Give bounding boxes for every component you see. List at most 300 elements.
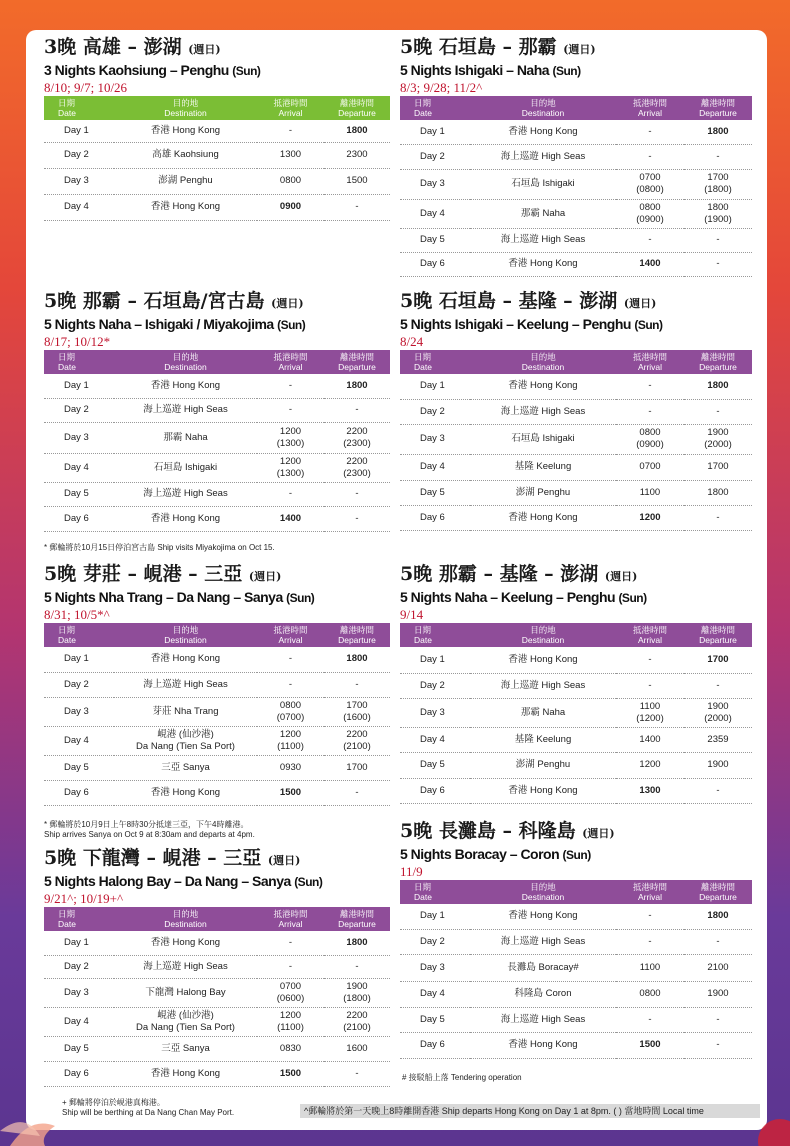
table-row	[44, 726, 390, 755]
date-col-header: 日期 Date	[44, 96, 114, 120]
day-cell: Day 3	[400, 424, 470, 454]
day-cell: Day 2	[400, 399, 470, 424]
arrival-cell: -	[616, 647, 684, 673]
itinerary-title-cn	[400, 563, 752, 588]
destination-cell: 海上巡遊 High Seas	[470, 399, 616, 424]
itinerary-title-cn	[400, 820, 752, 845]
table-row	[44, 955, 390, 978]
table-row	[400, 752, 752, 778]
destination-cell: 下龍灣 Halong Bay	[114, 978, 257, 1007]
departure-cell: 1900 (2000)	[684, 698, 752, 727]
departure-col-header: 離港時間 Departure	[324, 907, 390, 931]
destination-cell: 芽莊 Nha Trang	[114, 697, 257, 726]
arrival-cell: -	[616, 120, 684, 144]
departure-col-header: 離港時間 Departure	[324, 96, 390, 120]
destination-cell: 長灘島 Boracay#	[470, 954, 616, 981]
arrival-cell: 0700	[616, 454, 684, 480]
departure-cell: 1800	[324, 120, 390, 142]
arrival-cell: 1300	[616, 778, 684, 803]
table-row	[400, 904, 752, 929]
itinerary-4	[400, 290, 752, 531]
destination-cell: 香港 Hong Kong	[114, 506, 257, 531]
departure-cell: 1700	[324, 755, 390, 780]
arrival-cell: 1100	[616, 480, 684, 505]
sun-en-label: (Sun)	[294, 875, 323, 889]
sun-cn-label: (週日)	[267, 854, 301, 867]
departure-cell: 1700	[684, 454, 752, 480]
itinerary-title-en	[400, 845, 752, 864]
arrival-cell: 1400	[257, 506, 324, 531]
arrival-cell: 0700 (0600)	[257, 978, 324, 1007]
arrival-cell: -	[257, 955, 324, 978]
table-row	[44, 1061, 390, 1086]
destination-cell: 香港 Hong Kong	[470, 252, 616, 276]
title-en-text: 5 Nights Naha – Ishigaki / Miyakojima	[44, 316, 274, 332]
destination-cell: 三亞 Sanya	[114, 755, 257, 780]
departure-cell: -	[684, 1032, 752, 1058]
sun-en-label: (Sun)	[618, 591, 647, 605]
destination-cell: 石垣島 Ishigaki	[470, 424, 616, 454]
itinerary-footnote: # 接駁船上落 Tendering operation	[402, 1073, 522, 1082]
day-cell: Day 6	[400, 1032, 470, 1058]
day-cell: Day 1	[44, 374, 114, 398]
sun-en-label: (Sun)	[277, 318, 306, 332]
destination-cell: 香港 Hong Kong	[470, 374, 616, 399]
itinerary-table	[44, 907, 390, 1087]
day-cell: Day 3	[400, 954, 470, 981]
itinerary-table	[400, 880, 752, 1059]
destination-cell: 石垣島 Ishigaki	[470, 169, 616, 199]
departure-cell: -	[324, 482, 390, 506]
departure-cell: 1600	[324, 1036, 390, 1061]
destination-cell: 香港 Hong Kong	[470, 904, 616, 929]
day-cell: Day 2	[44, 142, 114, 168]
date-col-header: 日期 Date	[44, 350, 114, 374]
itinerary-title-en	[44, 315, 390, 334]
destination-col-header: 目的地 Destination	[114, 623, 257, 647]
table-row	[44, 931, 390, 955]
arrival-col-header: 抵港時間 Arrival	[257, 350, 324, 374]
itinerary-6	[400, 563, 752, 804]
destination-cell: 科隆島 Coron	[470, 981, 616, 1007]
departure-cell: 1700 (1600)	[324, 697, 390, 726]
itinerary-1	[44, 36, 390, 221]
table-row	[400, 120, 752, 144]
sun-en-label: (Sun)	[562, 848, 591, 862]
title-cn-text: 5晚 下龍灣 – 峴港 – 三亞	[44, 847, 262, 869]
departure-cell: 1900 (1800)	[324, 978, 390, 1007]
destination-cell: 澎湖 Penghu	[114, 168, 257, 194]
departure-cell: 1800 (1900)	[684, 199, 752, 228]
day-cell: Day 5	[44, 482, 114, 506]
departure-cell: -	[684, 929, 752, 954]
departure-cell: -	[684, 399, 752, 424]
title-cn-text: 3晚 高雄 – 澎湖	[44, 36, 182, 58]
departure-cell: 2200 (2300)	[324, 453, 390, 482]
departure-cell: 1900 (2000)	[684, 424, 752, 454]
arrival-cell: -	[616, 1007, 684, 1032]
departure-cell: -	[324, 672, 390, 697]
table-row	[44, 697, 390, 726]
departure-cell: 1900	[684, 752, 752, 778]
table-row	[44, 978, 390, 1007]
destination-col-header: 目的地 Destination	[114, 350, 257, 374]
destination-cell: 海上巡遊 High Seas	[114, 482, 257, 506]
departure-cell: -	[684, 228, 752, 252]
table-row	[44, 780, 390, 805]
arrival-cell: -	[257, 672, 324, 697]
destination-cell: 三亞 Sanya	[114, 1036, 257, 1061]
destination-cell: 香港 Hong Kong	[470, 505, 616, 530]
departure-col-header: 離港時間 Departure	[684, 623, 752, 647]
table-row	[44, 398, 390, 422]
day-cell: Day 2	[44, 672, 114, 697]
title-cn-text: 5晚 那霸 – 石垣島/宮古島	[44, 290, 265, 312]
date-col-header: 日期 Date	[400, 623, 470, 647]
departure-cell: -	[684, 778, 752, 803]
day-cell: Day 2	[400, 673, 470, 698]
table-row	[44, 374, 390, 398]
day-cell: Day 6	[400, 505, 470, 530]
destination-col-header: 目的地 Destination	[470, 623, 616, 647]
day-cell: Day 6	[400, 252, 470, 276]
arrival-cell: -	[616, 228, 684, 252]
destination-cell: 峴港 (仙沙港) Da Nang (Tien Sa Port)	[114, 1007, 257, 1036]
destination-col-header: 目的地 Destination	[470, 350, 616, 374]
arrival-cell: 1200 (1300)	[257, 422, 324, 453]
footer-note: ^郵輪將於第一天晚上8時離開香港 Ship departs Hong Kong on Day 1 at 8pm. ( ) 當地時間 Local time	[300, 1104, 760, 1118]
departure-cell: 1800	[684, 480, 752, 505]
departure-cell: 2300	[324, 142, 390, 168]
destination-cell: 海上巡遊 High Seas	[114, 955, 257, 978]
table-row	[44, 647, 390, 672]
destination-cell: 香港 Hong Kong	[470, 647, 616, 673]
departure-cell: 2200 (2100)	[324, 1007, 390, 1036]
table-row	[44, 506, 390, 531]
departure-cell: -	[684, 252, 752, 276]
destination-cell: 香港 Hong Kong	[114, 931, 257, 955]
day-cell: Day 3	[400, 169, 470, 199]
arrival-cell: -	[257, 647, 324, 672]
arrival-cell: -	[257, 931, 324, 955]
itinerary-table	[44, 623, 390, 806]
table-row	[44, 168, 390, 194]
arrival-cell: -	[616, 673, 684, 698]
departure-cell: -	[684, 505, 752, 530]
table-row	[400, 1032, 752, 1058]
departure-cell: -	[324, 780, 390, 805]
sun-en-label: (Sun)	[286, 591, 315, 605]
day-cell: Day 3	[44, 978, 114, 1007]
destination-col-header: 目的地 Destination	[114, 96, 257, 120]
table-row	[400, 480, 752, 505]
arrival-col-header: 抵港時間 Arrival	[616, 623, 684, 647]
destination-cell: 香港 Hong Kong	[114, 194, 257, 220]
arrival-cell: 1100	[616, 954, 684, 981]
table-row	[400, 228, 752, 252]
table-row	[400, 399, 752, 424]
sun-cn-label: (週日)	[623, 297, 657, 310]
day-cell: Day 3	[44, 697, 114, 726]
table-row	[44, 1007, 390, 1036]
title-cn-text: 5晚 石垣島 – 基隆 – 澎湖	[400, 290, 618, 312]
table-row	[400, 144, 752, 169]
departure-col-header: 離港時間 Departure	[684, 880, 752, 904]
destination-col-header: 目的地 Destination	[470, 96, 616, 120]
destination-cell: 石垣島 Ishigaki	[114, 453, 257, 482]
day-cell: Day 2	[400, 144, 470, 169]
day-cell: Day 2	[44, 955, 114, 978]
itinerary-table	[400, 350, 752, 531]
day-cell: Day 1	[400, 120, 470, 144]
arrival-col-header: 抵港時間 Arrival	[616, 350, 684, 374]
sun-cn-label: (週日)	[188, 43, 221, 56]
title-en-text: 5 Nights Boracay – Coron	[400, 846, 560, 862]
table-row	[400, 374, 752, 399]
table-row	[400, 778, 752, 803]
destination-cell: 海上巡遊 High Seas	[470, 673, 616, 698]
table-row	[400, 981, 752, 1007]
title-cn-text: 5晚 芽莊 – 峴港 – 三亞	[44, 563, 243, 585]
table-row	[44, 1036, 390, 1061]
arrival-cell: 0830	[257, 1036, 324, 1061]
date-col-header: 日期 Date	[400, 350, 470, 374]
arrival-cell: 0700 (0800)	[616, 169, 684, 199]
sailing-dates: 8/17; 10/12*	[44, 334, 111, 349]
table-row	[400, 454, 752, 480]
itinerary-7	[44, 847, 390, 1087]
arrival-col-header: 抵港時間 Arrival	[257, 623, 324, 647]
departure-cell: -	[324, 398, 390, 422]
arrival-col-header: 抵港時間 Arrival	[257, 907, 324, 931]
destination-cell: 海上巡遊 High Seas	[114, 672, 257, 697]
departure-cell: 2200 (2100)	[324, 726, 390, 755]
table-row	[400, 727, 752, 752]
destination-cell: 澎湖 Penghu	[470, 752, 616, 778]
destination-cell: 香港 Hong Kong	[470, 1032, 616, 1058]
destination-col-header: 目的地 Destination	[114, 907, 257, 931]
departure-col-header: 離港時間 Departure	[684, 350, 752, 374]
arrival-cell: 1200 (1100)	[257, 1007, 324, 1036]
itinerary-footnote: * 郵輪將於10月9日上午8時30分抵達三亞，下午4時離港。 Ship arrives Sanya on Oct 9 at 8:30am and departs at 4pm.	[44, 820, 255, 839]
sun-cn-label: (週日)	[604, 570, 638, 583]
day-cell: Day 1	[44, 120, 114, 142]
table-row	[400, 199, 752, 228]
departure-cell: -	[324, 1061, 390, 1086]
itinerary-footnote: + 郵輪將停泊於峴港真梅港。 Ship will be berthing at Da Nang Chan May Port.	[62, 1098, 235, 1117]
day-cell: Day 4	[400, 981, 470, 1007]
departure-cell: 1900	[684, 981, 752, 1007]
day-cell: Day 1	[44, 647, 114, 672]
table-row	[44, 482, 390, 506]
destination-cell: 澎湖 Penghu	[470, 480, 616, 505]
destination-cell: 香港 Hong Kong	[114, 374, 257, 398]
arrival-cell: -	[257, 374, 324, 398]
day-cell: Day 5	[400, 228, 470, 252]
departure-cell: 1700	[684, 647, 752, 673]
destination-cell: 高雄 Kaohsiung	[114, 142, 257, 168]
itinerary-3	[44, 290, 390, 532]
departure-cell: -	[684, 144, 752, 169]
departure-col-header: 離港時間 Departure	[324, 350, 390, 374]
departure-cell: 1800	[324, 374, 390, 398]
itinerary-2	[400, 36, 752, 277]
arrival-cell: 1200	[616, 752, 684, 778]
sun-cn-label: (週日)	[248, 570, 282, 583]
day-cell: Day 2	[44, 398, 114, 422]
destination-cell: 海上巡遊 High Seas	[114, 398, 257, 422]
table-row	[400, 673, 752, 698]
day-cell: Day 5	[400, 1007, 470, 1032]
destination-cell: 海上巡遊 High Seas	[470, 1007, 616, 1032]
destination-cell: 香港 Hong Kong	[114, 647, 257, 672]
arrival-cell: -	[257, 482, 324, 506]
date-col-header: 日期 Date	[44, 907, 114, 931]
arrival-cell: 0800	[257, 168, 324, 194]
sailing-dates: 8/3; 9/28; 11/2^	[400, 80, 483, 95]
departure-cell: -	[324, 194, 390, 220]
day-cell: Day 4	[400, 727, 470, 752]
arrival-cell: 1300	[257, 142, 324, 168]
itinerary-8	[400, 820, 752, 1059]
day-cell: Day 6	[44, 506, 114, 531]
title-cn-text: 5晚 長灘島 – 科隆島	[400, 820, 576, 842]
sun-en-label: (Sun)	[552, 64, 581, 78]
itinerary-title-en	[400, 61, 752, 80]
departure-cell: -	[684, 1007, 752, 1032]
destination-cell: 海上巡遊 High Seas	[470, 929, 616, 954]
date-col-header: 日期 Date	[400, 880, 470, 904]
itinerary-title-cn	[400, 290, 752, 315]
table-row	[400, 252, 752, 276]
day-cell: Day 2	[400, 929, 470, 954]
itinerary-title-en	[400, 315, 752, 334]
arrival-cell: 1400	[616, 727, 684, 752]
itinerary-title-cn	[44, 36, 390, 61]
sailing-dates: 11/9	[400, 864, 423, 879]
arrival-cell: 1200 (1100)	[257, 726, 324, 755]
title-en-text: 5 Nights Nha Trang – Da Nang – Sanya	[44, 589, 283, 605]
destination-cell: 基隆 Keelung	[470, 727, 616, 752]
destination-cell: 那霸 Naha	[470, 698, 616, 727]
table-row	[400, 647, 752, 673]
title-en-text: 3 Nights Kaohsiung – Penghu	[44, 62, 229, 78]
table-row	[400, 169, 752, 199]
day-cell: Day 4	[400, 199, 470, 228]
sun-en-label: (Sun)	[232, 64, 261, 78]
departure-cell: -	[324, 506, 390, 531]
itinerary-footnote: * 郵輪將於10月15日停泊宮古島 Ship visits Miyakojima on Oct 15.	[44, 543, 275, 552]
destination-cell: 峴港 (仙沙港) Da Nang (Tien Sa Port)	[114, 726, 257, 755]
table-row	[400, 954, 752, 981]
sun-cn-label: (週日)	[582, 827, 615, 840]
arrival-cell: 1500	[257, 780, 324, 805]
departure-cell: 1700 (1800)	[684, 169, 752, 199]
title-en-text: 5 Nights Ishigaki – Naha	[400, 62, 550, 78]
arrival-col-header: 抵港時間 Arrival	[616, 96, 684, 120]
departure-cell: 2359	[684, 727, 752, 752]
arrival-cell: 1100 (1200)	[616, 698, 684, 727]
destination-cell: 香港 Hong Kong	[114, 780, 257, 805]
day-cell: Day 5	[400, 752, 470, 778]
sailing-dates: 9/14	[400, 607, 424, 622]
table-row	[44, 755, 390, 780]
day-cell: Day 1	[400, 374, 470, 399]
arrival-cell: -	[616, 399, 684, 424]
departure-col-header: 離港時間 Departure	[324, 623, 390, 647]
itinerary-title-cn	[44, 847, 390, 872]
itinerary-title-en	[400, 588, 752, 607]
title-en-text: 5 Nights Naha – Keelung – Penghu	[400, 589, 616, 605]
arrival-col-header: 抵港時間 Arrival	[257, 96, 324, 120]
arrival-cell: 1500	[257, 1061, 324, 1086]
table-row	[44, 142, 390, 168]
arrival-cell: -	[616, 904, 684, 929]
day-cell: Day 3	[44, 168, 114, 194]
arrival-cell: 1500	[616, 1032, 684, 1058]
table-row	[44, 672, 390, 697]
day-cell: Day 4	[400, 454, 470, 480]
departure-col-header: 離港時間 Departure	[684, 96, 752, 120]
arrival-cell: 0930	[257, 755, 324, 780]
destination-cell: 基隆 Keelung	[470, 454, 616, 480]
sailing-dates: 8/10; 9/7; 10/26	[44, 80, 128, 95]
itinerary-title-cn	[44, 563, 390, 588]
arrival-cell: 0800	[616, 981, 684, 1007]
departure-cell: 1800	[324, 931, 390, 955]
destination-cell: 香港 Hong Kong	[470, 778, 616, 803]
table-row	[400, 929, 752, 954]
day-cell: Day 1	[400, 647, 470, 673]
departure-cell: -	[684, 673, 752, 698]
arrival-cell: -	[616, 929, 684, 954]
arrival-cell: 0800 (0700)	[257, 697, 324, 726]
departure-cell: 2100	[684, 954, 752, 981]
table-row	[400, 505, 752, 530]
itinerary-title-cn	[400, 36, 752, 61]
sailing-dates: 8/31; 10/5*^	[44, 607, 110, 622]
title-en-text: 5 Nights Ishigaki – Keelung – Penghu	[400, 316, 631, 332]
departure-cell: 1500	[324, 168, 390, 194]
arrival-col-header: 抵港時間 Arrival	[616, 880, 684, 904]
destination-cell: 那霸 Naha	[470, 199, 616, 228]
itinerary-5	[44, 563, 390, 806]
title-cn-text: 5晚 石垣島 – 那霸	[400, 36, 557, 58]
day-cell: Day 4	[44, 1007, 114, 1036]
table-row	[44, 422, 390, 453]
itinerary-table	[400, 623, 752, 804]
sun-cn-label: (週日)	[563, 43, 596, 56]
day-cell: Day 4	[44, 726, 114, 755]
itinerary-title-en	[44, 588, 390, 607]
day-cell: Day 6	[44, 780, 114, 805]
day-cell: Day 4	[44, 453, 114, 482]
arrival-cell: -	[257, 398, 324, 422]
destination-cell: 海上巡遊 High Seas	[470, 228, 616, 252]
day-cell: Day 6	[400, 778, 470, 803]
day-cell: Day 5	[44, 1036, 114, 1061]
table-row	[44, 120, 390, 142]
table-row	[44, 453, 390, 482]
destination-cell: 海上巡遊 High Seas	[470, 144, 616, 169]
itinerary-table	[44, 350, 390, 532]
table-row	[400, 424, 752, 454]
itinerary-table	[400, 96, 752, 277]
destination-cell: 香港 Hong Kong	[470, 120, 616, 144]
day-cell: Day 5	[400, 480, 470, 505]
destination-cell: 那霸 Naha	[114, 422, 257, 453]
date-col-header: 日期 Date	[400, 96, 470, 120]
